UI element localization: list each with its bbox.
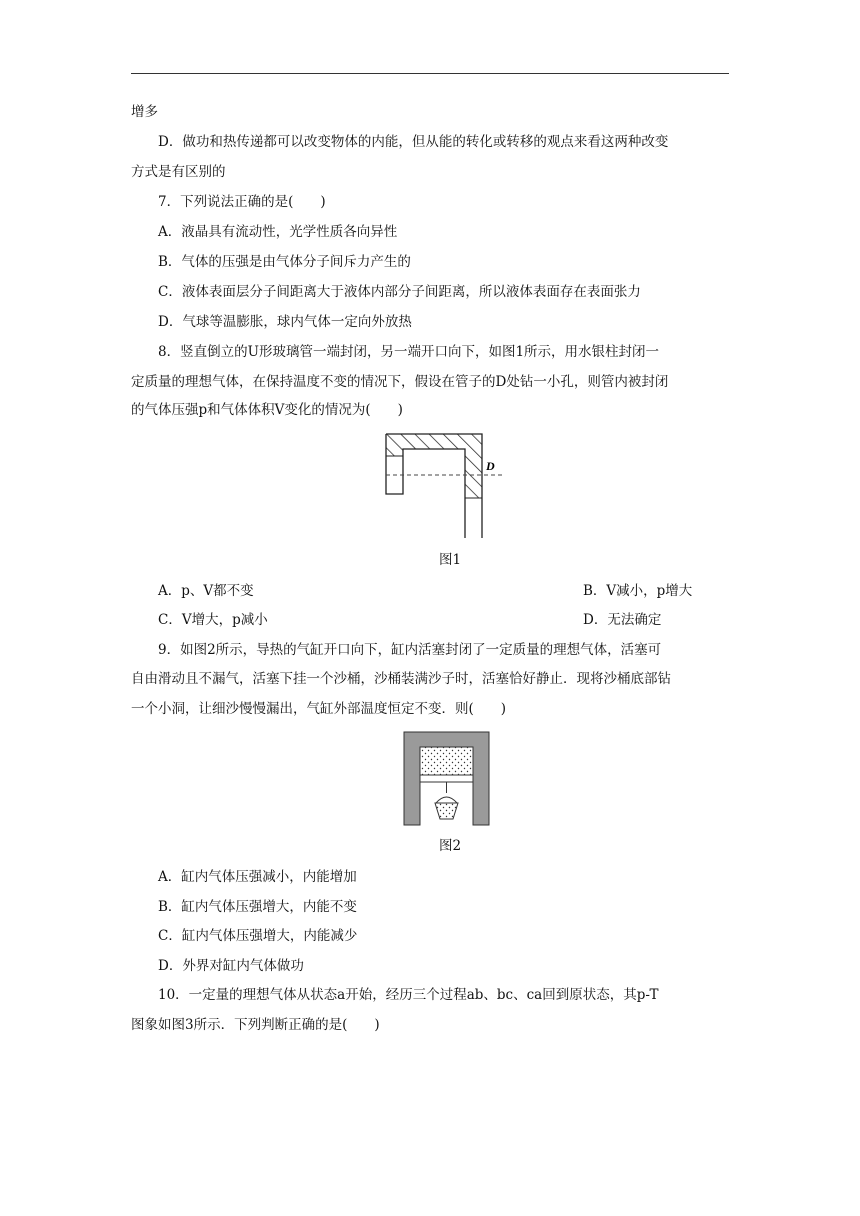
- question-7: 7．下列说法正确的是( ): [158, 194, 326, 210]
- figure-2-caption: 图2: [438, 838, 462, 854]
- figure-1-caption: 图1: [438, 552, 462, 568]
- question-8-cont: 的气体压强p和气体体积V变化的情况为( ): [131, 402, 403, 418]
- text-line: 增多: [131, 104, 158, 120]
- question-10: 10．一定量的理想气体从状态a开始，经历三个过程ab、bc、ca回到原状态，其p-T: [158, 987, 659, 1003]
- question-9-cont: 自由滑动且不漏气，活塞下挂一个沙桶，沙桶装满沙子时，活塞恰好静止．现将沙桶底部钻: [131, 671, 671, 687]
- option-8a: A．p、V都不变: [158, 583, 254, 599]
- option-7c: C．液体表面层分子间距离大于液体内部分子间距离，所以液体表面存在表面张力: [158, 284, 641, 300]
- option-9b: B．缸内气体压强增大，内能不变: [158, 899, 357, 915]
- option-9d: D．外界对缸内气体做功: [158, 958, 304, 974]
- question-9-cont: 一个小洞，让细沙慢慢漏出，气缸外部温度恒定不变．则( ): [131, 701, 507, 717]
- text-line: 方式是有区别的: [131, 164, 226, 180]
- figure-1-point-label: D: [486, 459, 495, 473]
- option-9c: C．缸内气体压强增大，内能减少: [158, 928, 358, 944]
- option-8b: B．V减小，p增大: [583, 583, 693, 599]
- figure-1-u-tube: [380, 428, 520, 548]
- option-7a: A．液晶具有流动性，光学性质各向异性: [158, 224, 398, 240]
- question-10-cont: 图象如图3所示．下列判断正确的是( ): [131, 1017, 380, 1033]
- question-8: 8．竖直倒立的U形玻璃管一端封闭，另一端开口向下，如图1所示，用水银柱封闭一: [158, 344, 660, 360]
- option-8d: D．无法确定: [583, 612, 662, 628]
- header-rule: [131, 73, 729, 74]
- option-7b: B．气体的压强是由气体分子间斥力产生的: [158, 254, 411, 270]
- option-7d: D．气球等温膨胀，球内气体一定向外放热: [158, 314, 412, 330]
- question-8-cont: 定质量的理想气体，在保持温度不变的情况下，假设在管子的D处钻一小孔，则管内被封闭: [131, 374, 669, 390]
- option-9a: A．缸内气体压强减小，内能增加: [158, 869, 357, 885]
- figure-2-cylinder: [403, 731, 493, 831]
- text-line: D．做功和热传递都可以改变物体的内能，但从能的转化或转移的观点来看这两种改变: [158, 134, 669, 150]
- question-9: 9．如图2所示，导热的气缸开口向下，缸内活塞封闭了一定质量的理想气体，活塞可: [158, 642, 662, 658]
- option-8c: C．V增大，p减小: [158, 612, 268, 628]
